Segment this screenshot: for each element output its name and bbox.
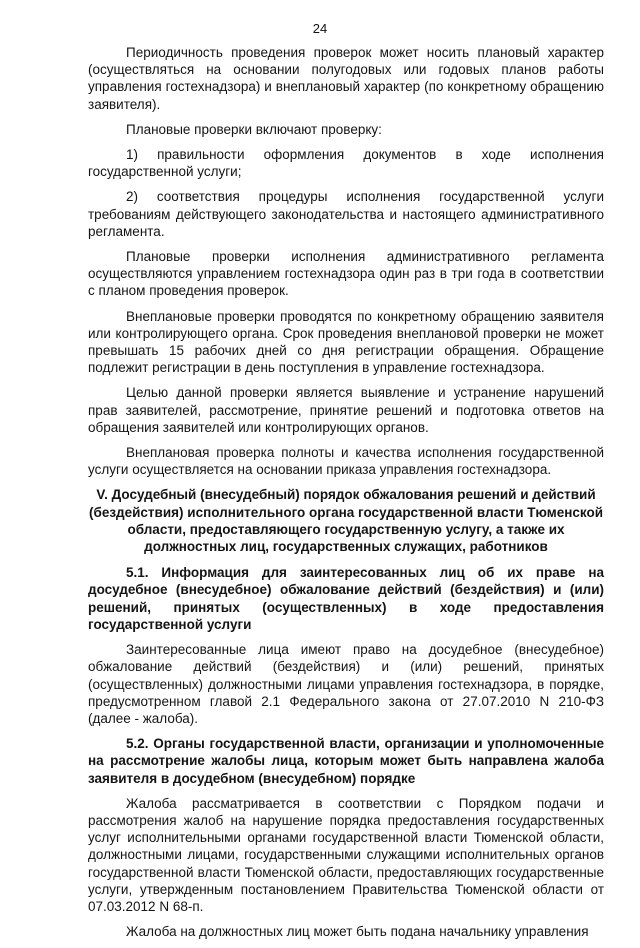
- paragraph-periodicity: Периодичность проведения проверок может носить плановый характер (осуществляться на основании полугодовых или годовых планов работы управления гостехнадзора) и внеплановый характер (по конкретному обращению заявителя).: [88, 45, 604, 112]
- section-title: V. Досудебный (внесудебный) порядок обжалования решений и действий (бездействия) исполнительного органа государственной власти Тюменской области, предоставляющего государственную услугу, а также их должностных лиц, государственных служащих, работников: [89, 487, 603, 555]
- subsection-5-2-text-last: Жалоба на должностных лиц может быть подана начальнику управления: [126, 924, 589, 940]
- subsection-5-2-title: 5.2. Органы государственной власти, организации и уполномоченные на рассмотрение жалобы лица, которым может быть направлена жалоба заявителя в досудебном (внесудебном) порядке: [88, 736, 604, 786]
- paragraph-planned-checks-intro: Плановые проверки включают проверку:: [126, 121, 382, 137]
- paragraph-unplanned-order: Внеплановая проверка полноты и качества исполнения государственной услуги осуществляется на основании приказа управления гостехнадзора.: [88, 445, 604, 478]
- paragraph-check-item-1: 1) правильности оформления документов в ходе исполнения государственной услуги;: [88, 147, 604, 180]
- subsection-5-1-text: Заинтересованные лица имеют право на досудебное (внесудебное) обжалование действий (бездействия) и (или) решений, принятых (осуществленных) должностными лицами управления гостехнадзора, в порядке, предусмотренном главой 2.1 Федерального закона от 27.07.2010 N 210-ФЗ (далее - жалоба).: [88, 642, 604, 726]
- paragraph-check-item-2: 2) соответствия процедуры исполнения государственной услуги требованиям действующего законодательства и настоящего административного регламента.: [88, 189, 604, 239]
- paragraph-check-purpose: Целью данной проверки является выявление и устранение нарушений прав заявителей, рассмотрение, принятие решений и подготовка ответов на обращения заявителей или контролирующих органов.: [88, 385, 604, 435]
- paragraph-planned-checks-schedule: Плановые проверки исполнения административного регламента осуществляются управлением гостехнадзора один раз в три года в соответствии с планом проведения проверок.: [88, 249, 604, 299]
- document-body: [88, 44, 604, 948]
- subsection-5-2-text: Жалоба рассматривается в соответствии с Порядком подачи и рассмотрения жалоб на нарушение порядка предоставления государственных услуг исполнительными органами государственной власти Тюменской области, должностными лицами, государственными служащими исполнительных органов государственной власти Тюменской области, предоставляющих государственные услуги, утвержденным постановлением Правительства Тюменской области от 07.03.2012 N 68-п.: [88, 795, 604, 914]
- subsection-5-1-title: 5.1. Информация для заинтересованных лиц об их праве на досудебное (внесудебное) обжалование действий (бездействия) и (или) решений, принятых (осуществленных) в ходе предоставления государственной услуги: [88, 565, 604, 632]
- page-number: 24: [312, 21, 328, 36]
- paragraph-unplanned-checks: Внеплановые проверки проводятся по конкретному обращению заявителя или контролирующего органа. Срок проведения внеплановой проверки не может превышать 15 рабочих дней со дня регистрации обращения. Обращение подлежит регистрации в день поступления в управление гостехнадзора.: [88, 308, 604, 376]
